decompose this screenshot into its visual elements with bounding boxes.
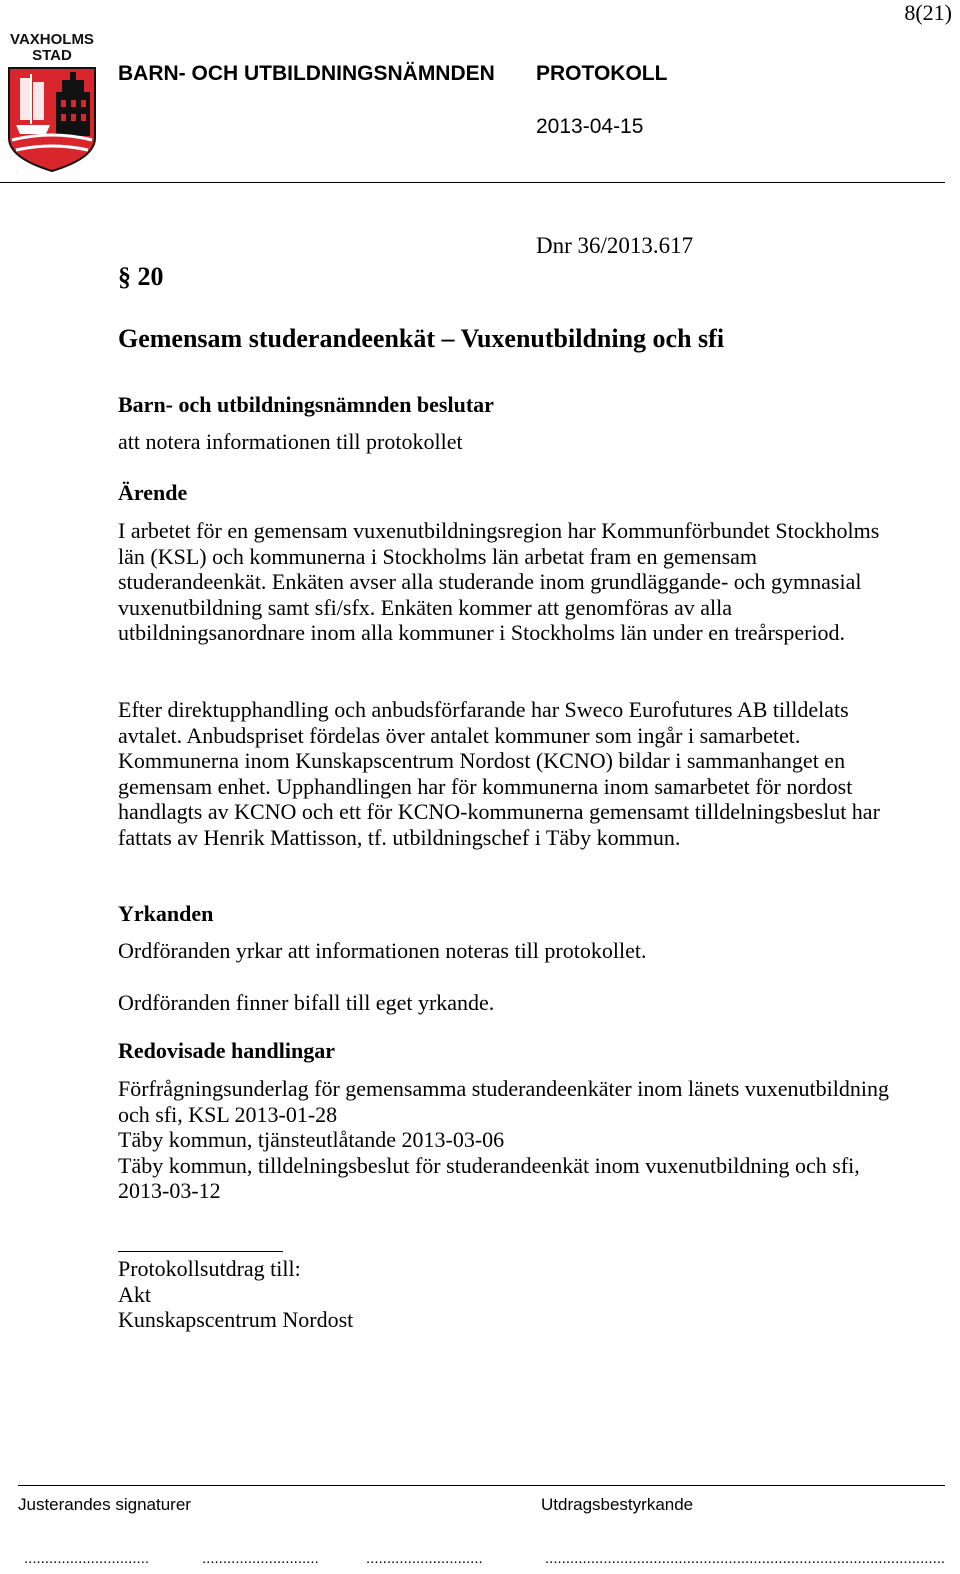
- arende-paragraph-1: [118, 518, 898, 646]
- header-organization: BARN- OCH UTBILDNINGSNÄMNDEN: [118, 62, 495, 85]
- yrkanden-text-1: Ordföranden yrkar att informationen noteras till protokollet.: [118, 938, 647, 963]
- logo-text-line1: VAXHOLMS: [10, 31, 94, 48]
- case-number: Dnr 36/2013.617: [536, 233, 694, 258]
- footer-extract-label: Utdragsbestyrkande: [541, 1495, 694, 1514]
- utdrag-recipient: Kunskapscentrum Nordost: [118, 1307, 354, 1333]
- utdrag-recipient: Akt: [118, 1281, 151, 1307]
- footer-signatures-label: Justerandes signaturer: [18, 1495, 191, 1514]
- header-divider: [0, 182, 945, 183]
- signature-line-1: ..............................: [24, 1550, 150, 1567]
- arende-text-2: Efter direktupphandling och anbudsförfarande har Sweco Eurofutures AB tilldelats avtalet. Anbudspriset fördelas över antalet kommuner som ingår i samarbetet. Kommunerna inom Kunskapscentrum Nordost (KCNO) bildar i sammanhanget en gemensam enhet. Upphandlingen har för kommunerna inom samarbetet för nordost handlagts av KCNO och ett för KCNO-kommunerna gemensamt tilldelningsbeslut har fattats av Henrik Mattisson, tf. utbildningschef i Täby kommun.: [118, 697, 880, 850]
- header-date: 2013-04-15: [536, 115, 644, 138]
- arende-heading: Ärende: [118, 480, 188, 505]
- case-title: Gemensam studerandeenkät – Vuxenutbildning och sfi: [118, 324, 725, 353]
- footer-divider: [18, 1485, 945, 1486]
- paragraph-number: § 20: [118, 262, 164, 291]
- utdrag-block: [118, 1256, 898, 1333]
- handling-item: Förfrågningsunderlag för gemensamma studerandeenkäter inom länets vuxenutbildning och sfi, KSL 2013-01-28: [118, 1076, 890, 1127]
- page-number: 8(21): [904, 0, 952, 25]
- decision-heading: Barn- och utbildningsnämnden beslutar: [118, 392, 494, 417]
- arende-paragraph-2: [118, 697, 898, 851]
- logo-text-line2: STAD: [32, 47, 72, 64]
- municipality-logo: [6, 30, 98, 172]
- handlingar-heading: Redovisade handlingar: [118, 1038, 335, 1063]
- yrkanden-text-2: Ordföranden finner bifall till eget yrkande.: [118, 990, 495, 1015]
- signature-line-3: ............................: [366, 1550, 483, 1567]
- yrkanden-heading: Yrkanden: [118, 901, 214, 926]
- header-document-type: PROTOKOLL: [536, 62, 668, 85]
- handlingar-list: [118, 1076, 898, 1204]
- signature-line-4: ................................................................................................: [545, 1550, 946, 1567]
- utdrag-label: Protokollsutdrag till:: [118, 1256, 301, 1281]
- signature-line-2: ............................: [202, 1550, 319, 1567]
- handling-item: Täby kommun, tjänsteutlåtande 2013-03-06: [118, 1127, 505, 1153]
- handling-item: Täby kommun, tilldelningsbeslut för studerandeenkät inom vuxenutbildning och sfi, 2013-03-12: [118, 1152, 860, 1204]
- arende-text-1: I arbetet för en gemensam vuxenutbildningsregion har Kommunförbundet Stockholms län (KSL) och kommunerna i Stockholms län arbetat fram en gemensam studerandeenkät. Enkäten avser alla studerande inom grundläggande- och gymnasial vuxenutbildning samt sfi/sfx. Enkäten kommer att genomföras av alla utbildningsanordnare inom alla kommuner i Stockholms län under en treårsperiod.: [118, 518, 880, 646]
- decision-text: att notera informationen till protokollet: [118, 429, 463, 454]
- utdrag-divider: [118, 1251, 283, 1252]
